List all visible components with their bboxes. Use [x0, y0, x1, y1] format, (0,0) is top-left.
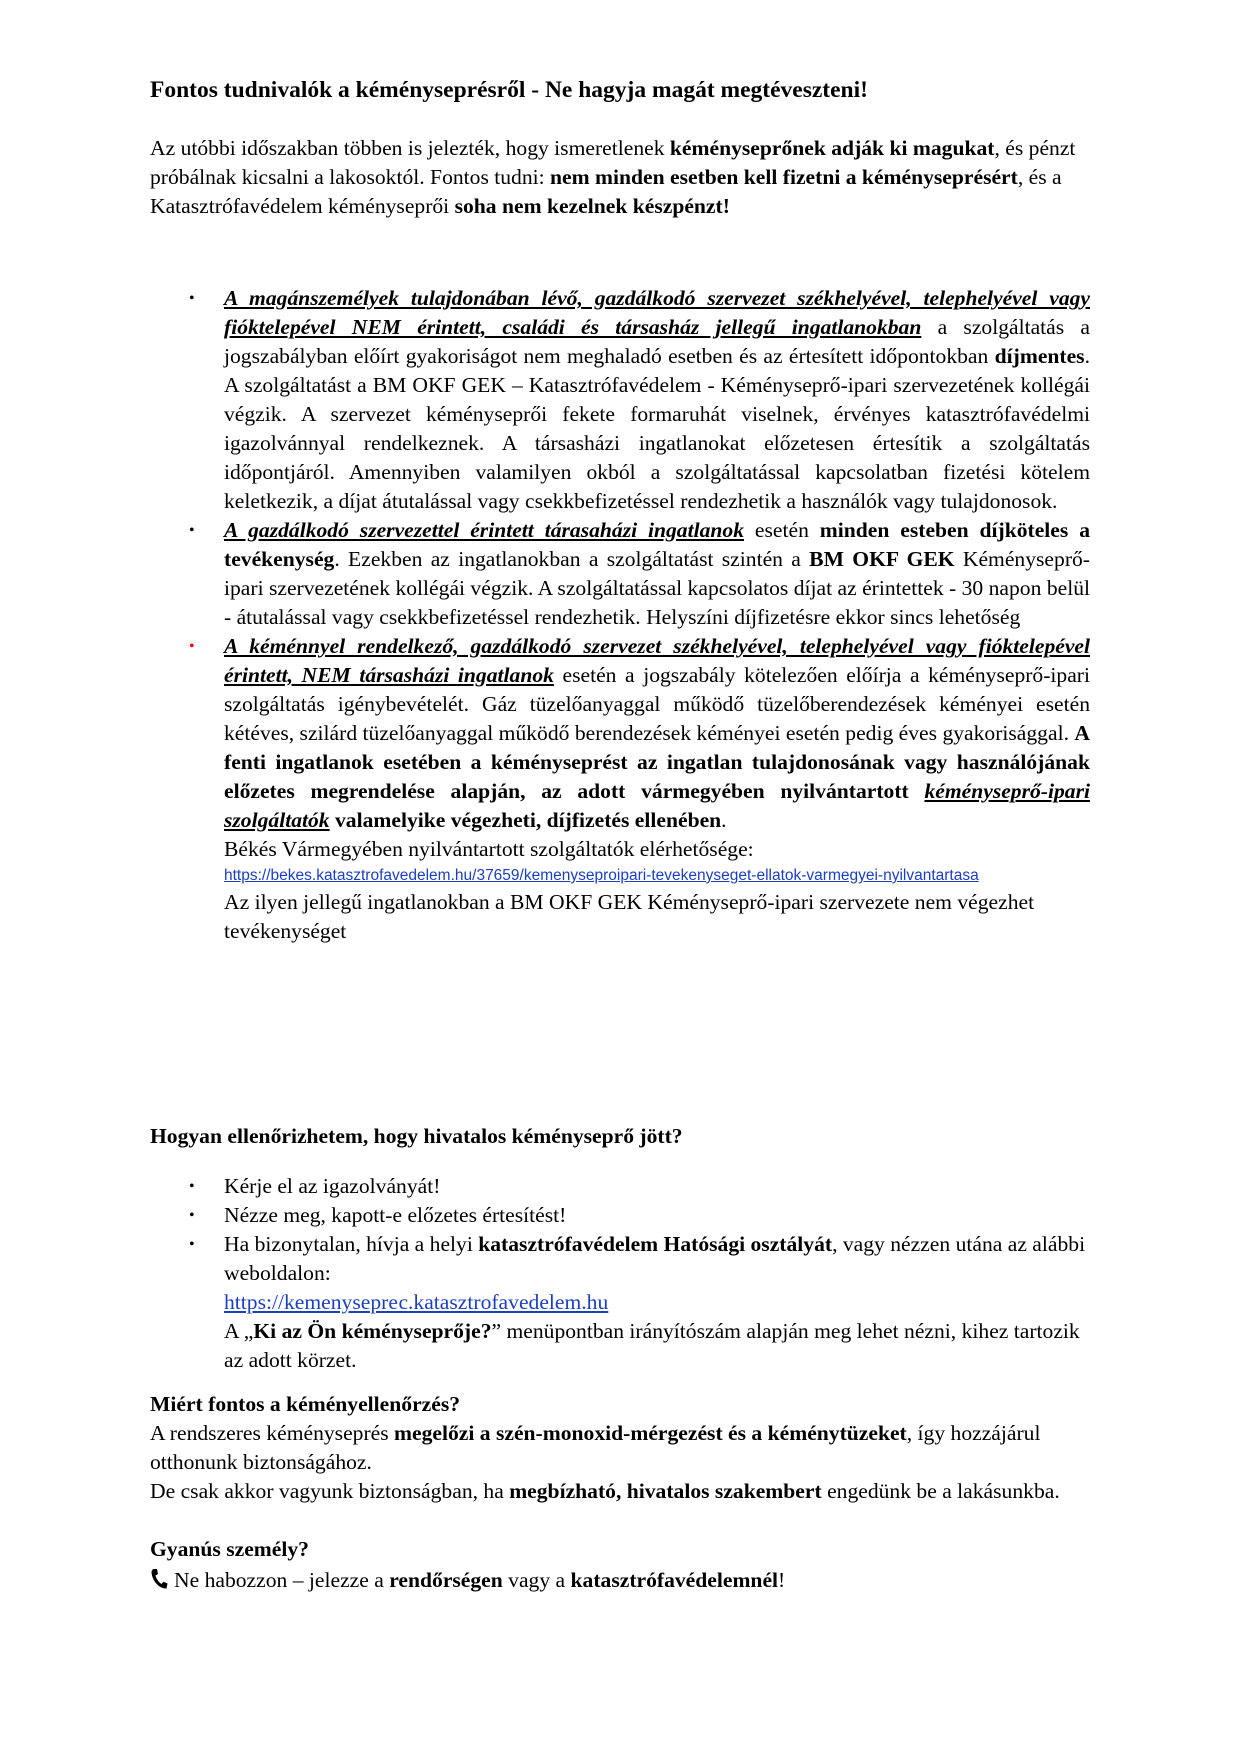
suspect-paragraph	[150, 1566, 1090, 1595]
page-title: Fontos tudnivalók a kéményseprésről - Ne hagyja magát megtéveszteni!	[150, 77, 868, 103]
why-text: De csak akkor vagyunk biztonságban, ha	[150, 1479, 510, 1503]
check-heading: Hogyan ellenőrizhetem, hogy hivatalos kéményseprő jött?	[150, 1124, 683, 1148]
item-text: ” menüpontban irányítószám alapján meg lehet nézni, kihez tartozik az adott körzet.	[224, 1319, 1080, 1372]
item-text: esetén	[744, 518, 820, 542]
why-bold: megelőzi a szén-monoxid-mérgezést és a kéménytüzeket	[394, 1421, 907, 1445]
item-bold: A fenti ingatlanok esetében a kéményseprést az ingatlan tulajdonosának vagy használójának előzetes megrendelése alapján, az adott vármegyében nyilvántartott	[224, 721, 1090, 803]
intro-bold: soha nem kezelnek készpénzt!	[454, 194, 730, 218]
item-text: esetén a jogszabály kötelezően előírja a kéményseprő-ipari szolgáltatás igénybevételét. Gáz tüzelőanyaggal működő tüzelőberendezések kéményei esetén kétéves, szilárd tüzelőanyaggal működő berendezések kéményei esetén pedig éves gyakorisággal.	[224, 663, 1090, 745]
why-paragraph-2	[150, 1477, 1090, 1506]
list-item-id	[150, 1172, 1090, 1201]
bullet-icon: •	[189, 1207, 195, 1224]
bullet-icon: •	[189, 638, 195, 655]
item-bold: minden esteben díjköteles a tevékenység	[224, 518, 1090, 571]
intro-text: , és pénzt próbálnak kicsalni a lakosoktól. Fontos tudni:	[150, 136, 1076, 189]
item-bold: díjmentes	[994, 344, 1085, 368]
why-paragraph-1	[150, 1419, 1090, 1477]
item-text: . Ezekben az ingatlanokban a szolgáltatást szintén a	[334, 547, 810, 571]
chimney-sweep-link[interactable]: https://kemenyseprес.katasztrofavedelem.hu	[224, 1290, 609, 1314]
item-text: Kérje el az igazolványát!	[224, 1174, 441, 1198]
suspect-text: !	[778, 1568, 786, 1592]
why-heading: Miért fontos a kéményellenőrzés?	[150, 1392, 461, 1416]
suspect-text: Ne habozzon – jelezze a	[174, 1568, 390, 1592]
why-bold: megbízható, hivatalos szakembert	[509, 1479, 822, 1503]
item-bold: Ki az Ön kéményseprője?	[253, 1319, 492, 1343]
suspect-bold: katasztrófavédelemnél	[570, 1568, 779, 1592]
intro-paragraph	[150, 134, 1090, 221]
item-lead: A kéménnyel rendelkező, gazdálkodó szervezet székhelyével, telephelyével vagy fióktelepével érintett, NEM társasházi ingatlanok	[224, 634, 1090, 687]
item-text: Nézze meg, kapott-e előzetes értesítést!	[224, 1203, 567, 1227]
providers-link[interactable]: https://bekes.katasztrofavedelem.hu/37659/kemenyseproipari-tevekenyseget-ellatok-varmegyei-nyilvantartasa	[224, 867, 979, 884]
note-text: Az ilyen jellegű ingatlanokban a BM OKF GEK Kéményseprő-ipari szervezete nem végezhet tevékenységet	[224, 890, 1035, 943]
list-item-call	[150, 1230, 1090, 1375]
contact-text: Békés Vármegyében nyilvántartott szolgáltatók elérhetősége:	[224, 837, 754, 861]
bullet-icon: •	[189, 522, 195, 539]
list-item-business-condo	[150, 516, 1090, 632]
suspect-bold: rendőrségen	[389, 1568, 503, 1592]
item-bold-underline: kéményseprő-ipari szolgáltatók	[224, 779, 1090, 832]
bullet-icon: •	[189, 1178, 195, 1195]
item-text: A „	[224, 1319, 254, 1343]
item-bold: valamelyike végezheti, díjfizetés ellenében	[329, 808, 722, 832]
bullet-icon: •	[189, 290, 195, 307]
list-item-private	[150, 284, 1090, 516]
item-text: . A szolgáltatást a BM OKF GEK – Katasztrófavédelem - Kéményseprő-ipari szervezetének kollégái végzik. A szervezet kéményseprői fekete formaruhát viselnek, érvényes katasztrófavédelmi igazolvánnyal rendelkeznek. A társasházi ingatlanokat előzetesen értesítik a szolgáltatás időpontjáról. Amennyiben valamilyen okból a szolgáltatással kapcsolatban fizetési kötelem keletkezik, a díjat átutalással vagy csekkbefizetéssel rendezhetik a használók vagy tulajdonosok.	[224, 344, 1090, 513]
check-list	[150, 1172, 1090, 1375]
item-bold: BM OKF GEK	[809, 547, 955, 571]
item-text: Ha bizonytalan, hívja a helyi	[224, 1232, 479, 1256]
suspect-heading: Gyanús személy?	[150, 1537, 309, 1561]
item-text: a szolgáltatás a jogszabályban előírt gyakoriságot nem meghaladó esetben és az értesített időpontokban	[224, 315, 1090, 368]
list-item-business-non-condo	[150, 632, 1090, 946]
intro-bold: kéményseprőnek adják ki magukat	[669, 136, 995, 160]
item-lead: A magánszemélyek tulajdonában lévő, gazdálkodó szervezet székhelyével, telephelyével vagy fióktelepével NEM érintett, családi és társasház jellegű ingatlanokban	[224, 286, 1090, 339]
why-text: , így hozzájárul otthonunk biztonságához.	[150, 1421, 1041, 1474]
intro-bold: nem minden esetben kell fizetni a kéményseprésért	[550, 165, 1018, 189]
item-lead: A gazdálkodó szervezettel érintett tárasaházi ingatlanok	[224, 518, 745, 542]
item-bold: katasztrófavédelem Hatósági osztályát	[478, 1232, 833, 1256]
intro-text: Az utóbbi időszakban többen is jelezték, hogy ismeretlenek	[150, 136, 670, 160]
suspect-text: vagy a	[502, 1568, 571, 1592]
intro-text: , és a Katasztrófavédelem kéményseprői	[150, 165, 1062, 218]
phone-icon	[150, 1568, 168, 1590]
item-text: .	[721, 808, 727, 832]
item-text: , vagy nézzen utána az alábbi weboldalon:	[224, 1232, 1086, 1285]
why-text: A rendszeres kéményseprés	[150, 1421, 395, 1445]
bullet-icon: •	[189, 1236, 195, 1253]
property-type-list	[150, 284, 1090, 946]
item-text: Kéményseprő-ipari szervezetének kollégái végzik. A szolgáltatással kapcsolatos díjat az érintettek - 30 napon belül - átutalással vagy csekkbefizetéssel rendezhetik. Helyszíni díjfizetésre ekkor sincs lehetőség	[224, 547, 1090, 629]
why-text: engedünk be a lakásunkba.	[821, 1479, 1060, 1503]
list-item-notice	[150, 1201, 1090, 1230]
